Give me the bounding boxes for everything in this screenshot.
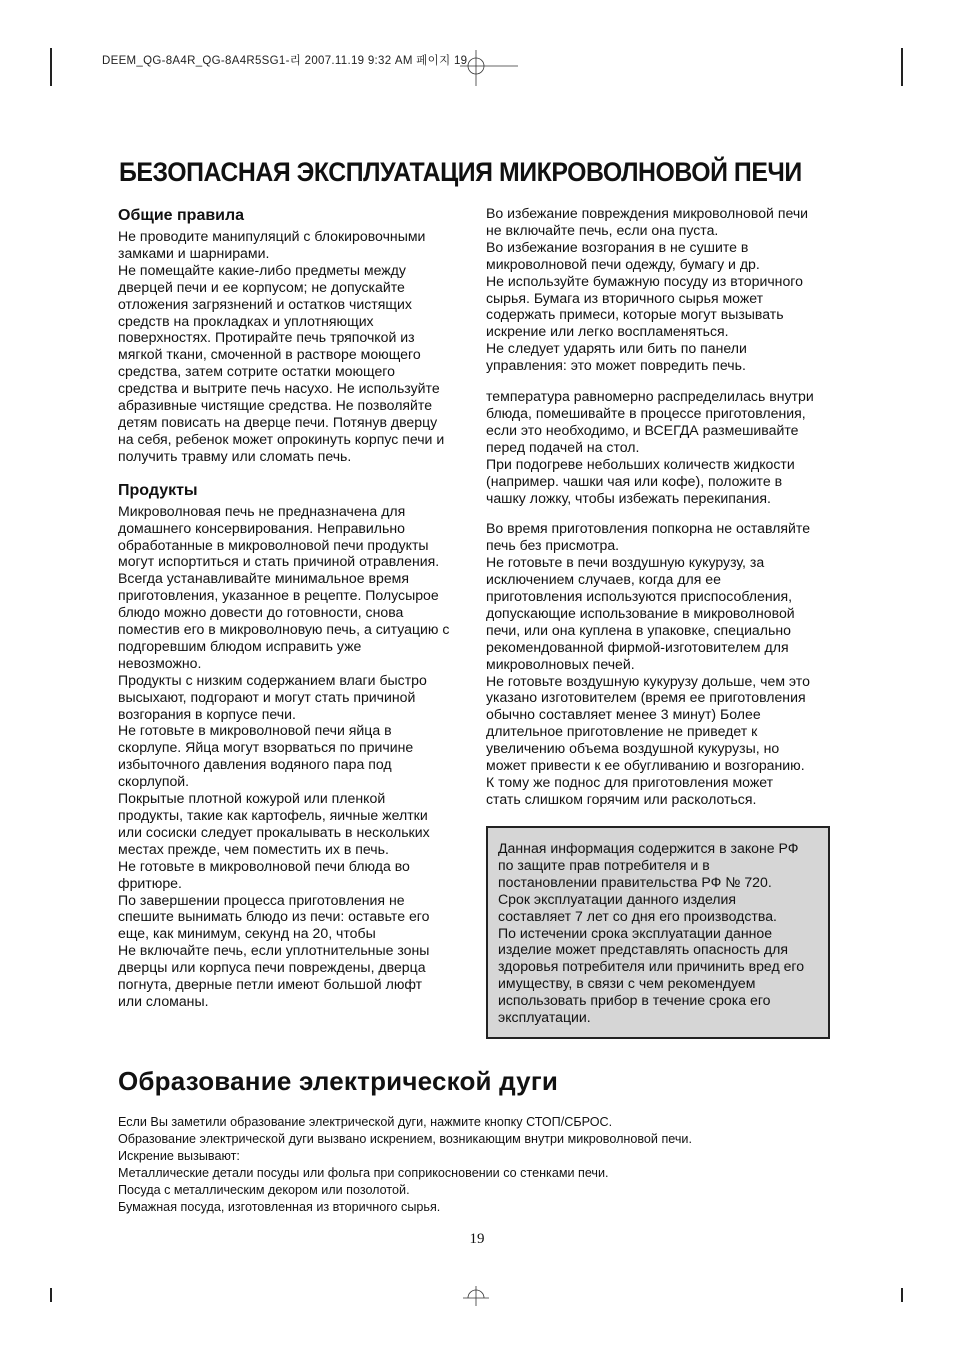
- text-line: чашку ложку, чтобы избежать перекипания.: [486, 489, 771, 506]
- text-line: сырья. Бумага из вторичного сырья может: [486, 289, 764, 306]
- text-line: получить травму или сломать печь.: [118, 447, 352, 464]
- products-heading: Продукты: [118, 481, 198, 499]
- text-line: может привести к ее обугливанию и возгоранию.: [486, 757, 805, 774]
- text-line: микроволновой печи одежду, бумагу и др.: [486, 255, 760, 272]
- text-line: или сосиски следует прокалывать в нескольких: [118, 823, 430, 840]
- text-line: еще, как минимум, секунд на 20, чтобы: [118, 925, 376, 942]
- crop-mark-bottom-left: [50, 1288, 52, 1302]
- text-line: обычно составляет менее 3 минут) Более: [486, 706, 761, 723]
- text-line: Не используйте бумажную посуду из вторичного: [486, 272, 803, 289]
- text-line: дверцы или корпуса печи повреждены, дверца: [118, 959, 426, 976]
- registration-mark-top-icon: [460, 48, 518, 88]
- text-line: Покрытые плотной кожурой или пленкой: [118, 790, 386, 807]
- text-line: спешите вынимать блюдо из печи: оставьте его: [118, 908, 430, 925]
- text-line: здоровья потребителя или причинить вред его: [498, 958, 805, 975]
- text-line: Данная информация содержится в законе РФ: [498, 840, 799, 856]
- text-line: микроволновых печей.: [486, 655, 635, 672]
- text-line: Не готовьте в микроволновой печи яйца в: [118, 722, 392, 739]
- text-line: домашнего консервирования. Неправильно: [118, 519, 405, 536]
- text-line: средства, затем сотрите остатки моющего: [118, 363, 395, 380]
- text-line: содержать примеси, которые могут вызывать: [486, 306, 784, 323]
- arcing-section-title: Образование электрической дуги: [118, 1066, 559, 1096]
- text-line: По завершении процесса приготовления не: [118, 891, 405, 908]
- text-line: средства и вытрите печь насухо. Не используйте: [118, 380, 440, 397]
- text-line: высыхают, подгорают и могут стать причиной: [118, 688, 416, 705]
- page-number: 19: [469, 1231, 485, 1247]
- text-line: блюдо можно довести до готовности, снова: [118, 604, 404, 621]
- text-line: фритюре.: [118, 874, 182, 891]
- text-line: рекомендованной фирмой-изготовителем для: [486, 638, 789, 655]
- text-line: По истечении срока эксплуатации данное: [498, 924, 773, 941]
- text-line: Если Вы заметили образование электрической дуги, нажмите кнопку СТОП/СБРОС.: [118, 1115, 613, 1129]
- text-line: Образование электрической дуги вызвано искрением, возникающим внутри микроволновой печи.: [118, 1131, 692, 1146]
- text-line: не включайте печь, если она пуста.: [486, 221, 719, 238]
- text-line: если это необходимо, и ВСЕГДА размешивайте: [486, 421, 799, 438]
- text-line: могут испортиться и стать причиной отравления.: [118, 553, 440, 570]
- text-line: К тому же поднос для приготовления может: [486, 774, 774, 790]
- page-title: БЕЗОПАСНАЯ ЭКСПЛУАТАЦИЯ МИКРОВОЛНОВОЙ ПЕЧИ: [119, 157, 802, 187]
- text-line: Во время приготовления попкорна не оставляйте: [486, 520, 811, 537]
- text-line: использовать прибор в течение срока его: [498, 992, 771, 1009]
- print-header: DEEM_QG-8A4R_QG-8A4R5SG1-리 2007.11.19 9:32 AM 페이지 19: [102, 55, 468, 67]
- text-line: Не готовьте воздушную кукурузу дольше, чем это: [486, 672, 810, 689]
- text-line: Во избежание возгорания в не сушите в: [486, 238, 749, 255]
- text-line: Во избежание повреждения микроволновой печи: [486, 205, 809, 221]
- registration-mark-bottom-icon: [463, 1286, 489, 1306]
- text-line: дверцей печи и ее корпусом; не допускайте: [118, 278, 405, 295]
- text-line: отложения загрязнений и остатков чистящих: [118, 295, 412, 312]
- text-line: Не следует ударять или бить по панели: [486, 340, 747, 357]
- text-line: Не готовьте в печи воздушную кукурузу, за: [486, 554, 765, 571]
- text-line: мягкой ткани, смоченной в растворе моющего: [118, 346, 421, 363]
- text-line: Искрение вызывают:: [118, 1148, 240, 1163]
- text-line: возгорания в корпусе печи.: [118, 705, 296, 722]
- text-line: невозможно.: [118, 654, 202, 671]
- text-line: приготовления используются приспособления,: [486, 588, 793, 605]
- text-line: абразивные чистящие средства. Не позволяйте: [118, 397, 433, 414]
- text-line: длительное приготовление не приведет к: [486, 723, 758, 740]
- text-line: погнута, дверные петли имеют большой люфт: [118, 976, 423, 993]
- text-line: детям повисать на дверце печи. Потянув дверцу: [118, 413, 438, 430]
- text-line: Микроволновая печь не предназначена для: [118, 502, 406, 519]
- text-line: на себя, ребенок может опрокинуть корпус печи и: [118, 430, 445, 447]
- text-line: обработанные в микроволновой печи продукты: [118, 536, 429, 553]
- text-line: скорлупой.: [118, 773, 190, 790]
- crop-mark-bottom-right: [901, 1288, 903, 1302]
- text-line: средств на прокладках и уплотняющих: [118, 312, 374, 329]
- text-line: избыточного давления водяного пара под: [118, 756, 392, 773]
- text-line: При подогреве небольших количеств жидкости: [486, 455, 795, 472]
- text-line: печь без присмотра.: [486, 537, 620, 554]
- text-line: эксплуатации.: [498, 1009, 591, 1026]
- text-line: Металлические детали посуды или фольга при соприкосновении со стенками печи.: [118, 1165, 609, 1180]
- service-life-note-box: [486, 826, 830, 1039]
- text-line: подгоревшим блюдом исправить уже: [118, 637, 362, 654]
- text-line: (например. чашки чая или кофе), положите в: [486, 472, 783, 489]
- text-line: продукты, такие как картофель, яичные желтки: [118, 807, 428, 823]
- text-line: указано изготовителем (время ее приготовления: [486, 689, 806, 706]
- text-line: стать слишком горячим или расколоться.: [486, 790, 757, 807]
- text-line: приготовления, указанное в рецепте. Полусырое: [118, 587, 439, 604]
- text-line: Посуда с металлическим декором или позолотой.: [118, 1182, 410, 1197]
- text-line: скорлупе. Яйца могут взорваться по причине: [118, 739, 414, 756]
- crop-mark-top-left: [50, 48, 52, 86]
- text-line: печи, или она куплена в упаковке, специально: [486, 621, 791, 638]
- text-line: Продукты с низким содержанием влаги быстро: [118, 671, 427, 688]
- text-line: местах прежде, чем поместить их в печь.: [118, 840, 389, 857]
- text-line: Не готовьте в микроволновой печи блюда во: [118, 857, 410, 874]
- text-line: искрение или легко воспламеняться.: [486, 323, 729, 340]
- general-rules-text: [118, 228, 468, 465]
- text-line: Не помещайте какие-либо предметы между: [118, 261, 406, 278]
- general-rules-heading: Общие правила: [118, 207, 245, 224]
- text-line: поверхностях. Протирайте печь тряпочкой из: [118, 329, 415, 346]
- right-text-block-1: [486, 205, 836, 374]
- text-line: имуществу, в связи с чем рекомендуем: [498, 975, 756, 992]
- text-line: перед подачей на стол.: [486, 438, 640, 455]
- text-line: управления: это может повредить печь.: [486, 357, 746, 374]
- text-line: постановлении правительства РФ № 720.: [498, 873, 772, 890]
- text-line: или сломаны.: [118, 992, 209, 1009]
- text-line: Бумажная посуда, изготовленная из вторичного сырья.: [118, 1199, 441, 1214]
- text-line: исключением случаев, когда для ее: [486, 571, 721, 588]
- text-line: увеличению объема воздушной кукурузы, но: [486, 740, 780, 757]
- text-line: Всегда устанавливайте минимальное время: [118, 570, 409, 587]
- text-line: замками и шарнирами.: [118, 244, 270, 261]
- text-line: по защите прав потребителя и в: [498, 856, 710, 873]
- right-column: [486, 205, 836, 808]
- text-line: поместив его в микроволновую печь, а ситуацию с: [118, 621, 450, 638]
- text-line: температура равномерно распределилась внутри: [486, 388, 814, 405]
- arcing-text: [118, 1114, 838, 1215]
- right-text-block-2: [486, 388, 836, 506]
- products-text: [118, 503, 468, 1010]
- text-line: допускающие использование в микроволновой: [486, 604, 795, 621]
- crop-mark-top-right: [901, 48, 903, 86]
- right-text-block-3: [486, 520, 836, 807]
- text-line: блюда, помешивайте в процессе приготовления,: [486, 404, 806, 421]
- text-line: Срок эксплуатации данного изделия: [498, 890, 737, 907]
- left-column: [118, 206, 468, 1010]
- text-line: Не включайте печь, если уплотнительные зоны: [118, 942, 430, 959]
- text-line: составляет 7 лет со дня его производства.: [498, 907, 777, 924]
- text-line: Не проводите манипуляций с блокировочными: [118, 228, 426, 244]
- text-line: изделие может представлять опасность для: [498, 941, 788, 958]
